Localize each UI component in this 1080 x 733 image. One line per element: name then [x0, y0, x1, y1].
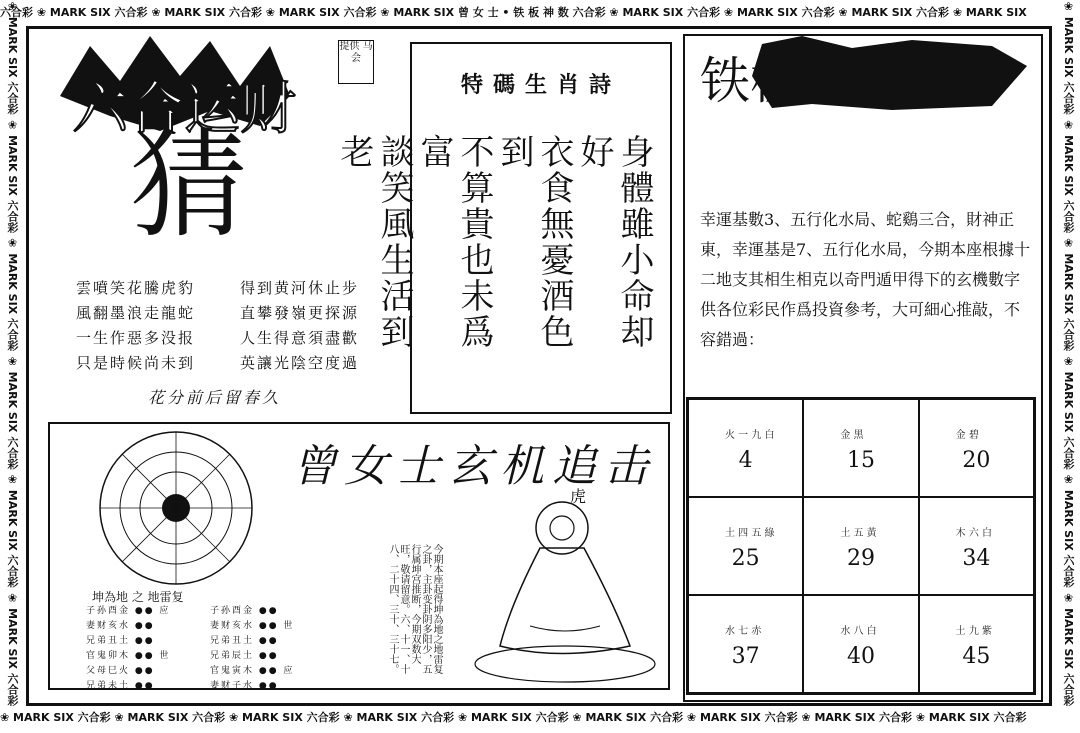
cell-number: 45: [962, 644, 991, 669]
couplet-left: [76, 276, 195, 376]
hexagram-line: 兄弟未土 ●●: [86, 681, 155, 691]
grid-cell: [803, 399, 918, 497]
tiger-label: 虎: [570, 487, 587, 506]
cell-number: 15: [846, 448, 875, 473]
hexagram-line: 妻财亥水 ●●: [86, 621, 155, 631]
cell-number: 37: [731, 644, 760, 669]
tieban-title-text: 铁板九宫: [700, 52, 900, 110]
poem-column: 衣食無憂酒色到: [494, 134, 574, 350]
bagua-wheel-icon: [84, 428, 268, 588]
grid-cell: [803, 497, 918, 595]
couplet-line: 人生得意須盡歡: [240, 329, 360, 347]
right-strip: ❀ MARK SIX 六合彩 ❀ MARK SIX 六合彩 ❀ MARK SIX 六合彩 ❀ MARK SIX 六合彩 ❀ MARK SIX 六合彩 ❀ MARK SIX 六合彩: [1062, 0, 1075, 706]
big-character: 猜: [130, 116, 249, 254]
couplet-line: 得到黄河休止步: [240, 279, 360, 297]
cell-label: 火 一 九 白: [725, 430, 775, 441]
guanyin-figure-icon: [470, 486, 660, 686]
phrase: 花分前后留春久: [148, 388, 282, 407]
hexagram-line: 兄弟丑土 ●●: [210, 636, 279, 646]
hexagram-line: 兄弟丑土 ●●: [86, 636, 155, 646]
sub-label: 提供 马会: [338, 40, 374, 84]
hexagram-line: 父母巳火 ●●: [86, 666, 155, 676]
hexagram-line: 子孙酉金 ●●: [210, 606, 279, 616]
cell-label: 水 八 白: [840, 626, 877, 637]
bottom-strip: ❀ MARK SIX 六合彩 ❀ MARK SIX 六合彩 ❀ MARK SIX 六合彩 ❀ MARK SIX 六合彩 ❀ MARK SIX 六合彩 ❀ MARK SIX 六合彩 ❀ MARK SIX 六合彩 ❀ MARK SIX 六合彩 ❀ MARK SIX 六合彩: [0, 711, 1027, 724]
grid-cell: [688, 497, 803, 595]
couplet-line: 直攀發嶺更探源: [240, 304, 360, 322]
cell-number: 25: [731, 546, 760, 571]
hexagram-line: 妻财子水 ●●: [210, 681, 279, 691]
cell-number: 40: [846, 644, 875, 669]
luck-text: 幸運基數3、五行化水局、蛇鷄三合，財神正東，幸運基是7、五行化水局，今期本座根據十二地支其相生相克以奇門遁甲得下的玄機數字供各位彩民作爲投資參考，大可細心推敲，不容錯過：: [700, 210, 1031, 349]
cell-label: 土 五 黃: [840, 528, 877, 539]
cell-label: 金 碧: [955, 430, 979, 441]
hexagram-line: 妻财亥水 ●● 世: [210, 621, 295, 631]
hexagram-left: [86, 604, 170, 694]
poem-columns: [334, 134, 654, 374]
cell-label: 土 四 五 綠: [725, 528, 775, 539]
grid-cell: [688, 399, 803, 497]
hexagram-line: 官鬼卯木 ●● 世: [86, 651, 171, 661]
nine-palace-grid: [686, 397, 1036, 695]
grid-cell: [688, 595, 803, 693]
grid-cell: [919, 497, 1034, 595]
cell-label: 土 九 紫: [955, 626, 993, 637]
hexagram-right: [210, 604, 294, 694]
cell-label: 木 六 白: [955, 528, 993, 539]
couplet-line: 只是時候尚未到: [76, 354, 196, 372]
top-strip: 六合彩 ❀ MARK SIX 六合彩 ❀ MARK SIX 六合彩 ❀ MARK SIX 六合彩 ❀ MARK SIX 曾 女 士 • 铁 板 神 数 六合彩 ❀ MARK SIX 六合彩 ❀ MARK SIX 六合彩 ❀ MARK SIX 六合彩 ❀ MARK SIX: [0, 6, 1027, 19]
poem-column: 身體雖小命却好: [574, 134, 654, 350]
couplet-line: 英讓光陰空度過: [240, 354, 360, 372]
cell-number: 34: [962, 546, 991, 571]
tieban-title-banner: [692, 36, 1036, 114]
left-title-text: 六合运财: [72, 77, 296, 142]
poem-title: 特碼生肖詩: [460, 73, 621, 98]
zeng-title: 曾女士玄机追击: [292, 441, 656, 492]
hexagram-line: 兄弟辰土 ●●: [210, 651, 279, 661]
cell-label: 水 七 赤: [725, 626, 762, 637]
cell-number: 20: [962, 448, 991, 473]
grid-cell: [803, 595, 918, 693]
poem-column: 談笑風生活到老: [334, 134, 414, 350]
couplet-line: 一生作惡多没报: [76, 329, 196, 347]
cell-number: 4: [738, 448, 753, 473]
cell-label: 金 黑: [840, 430, 864, 441]
grid-cell: [919, 595, 1034, 693]
left-strip: ❀ MARK SIX 六合彩 ❀ MARK SIX 六合彩 ❀ MARK SIX 六合彩 ❀ MARK SIX 六合彩 ❀ MARK SIX 六合彩 ❀ MARK SIX 六合彩: [6, 0, 19, 706]
cell-number: 29: [846, 546, 875, 571]
verse-text: 今期本座起得坤為地之地雷复之卦，主卦变卦阴多阳少，五行属坤宫推断，今期双数大旺，敬请留意。六、十一、十八、二十四、三十、三十七。: [387, 544, 442, 674]
hexagram-header: 坤為地 之 地雷复: [92, 590, 184, 604]
couplet-line: 風翻墨浪走龍蛇: [76, 304, 196, 322]
hexagram-line: 子孙酉金 ●● 应: [86, 606, 171, 616]
couplet-line: 雲噴笑花騰虎豹: [76, 279, 196, 297]
poem-column: 不算貴也未爲富: [414, 134, 494, 350]
grid-cell: [919, 399, 1034, 497]
hexagram-line: 官鬼寅木 ●● 应: [210, 666, 295, 676]
